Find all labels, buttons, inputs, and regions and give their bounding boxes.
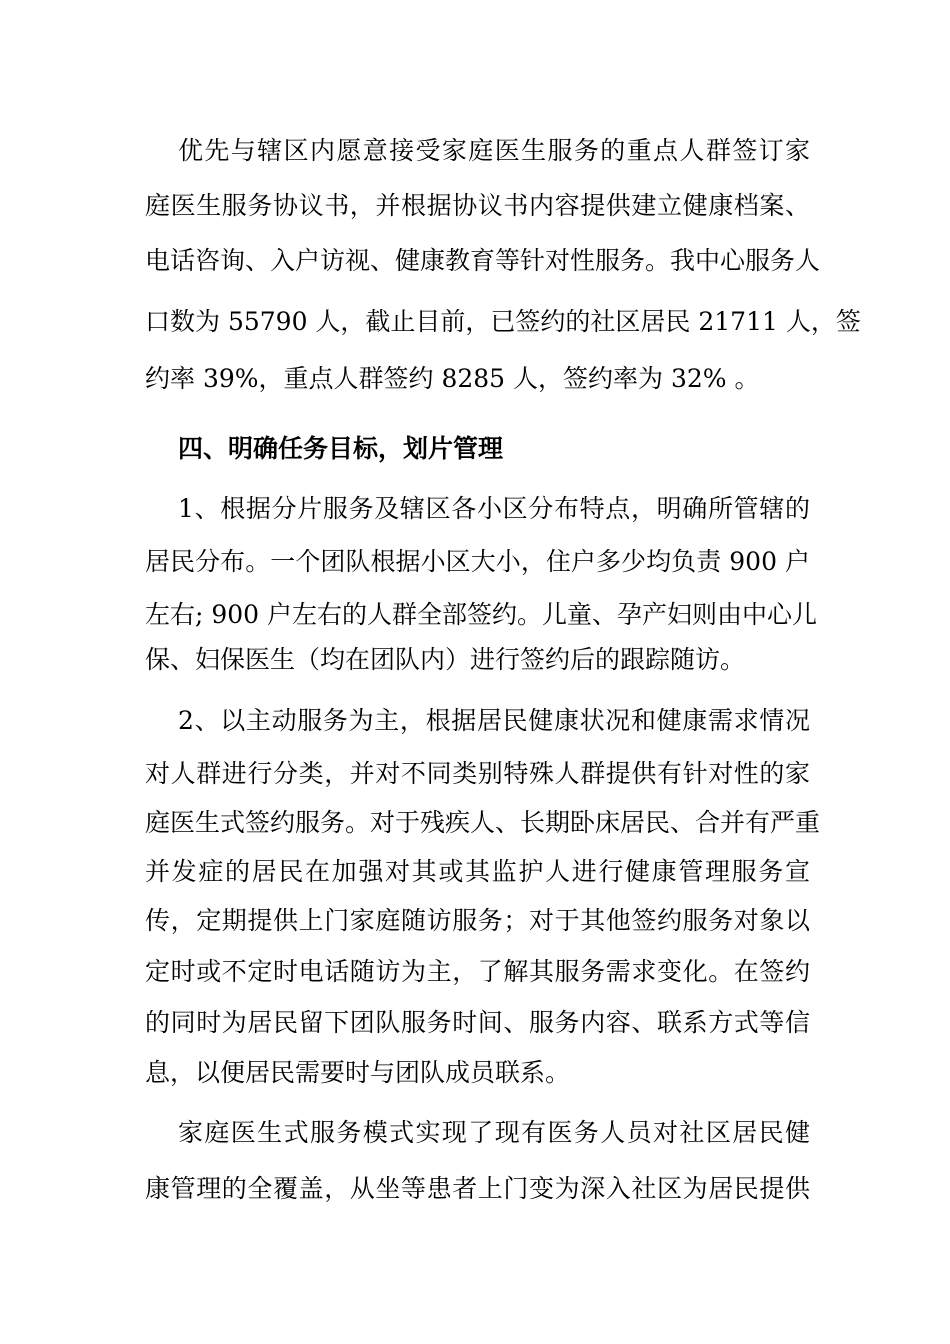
item-2-line-3: 庭医生式签约服务。对于残疾人、长期卧床居民、合并有严重 [145,808,821,837]
paragraph-last-line-2: 康管理的全覆盖，从坐等患者上门变为深入社区为居民提供 [145,1174,810,1203]
paragraph-1-line-4: 口数为 55790 人，截止目前，已签约的社区居民 21711 人，签 [145,307,861,336]
paragraph-1-line-1: 优先与辖区内愿意接受家庭医生服务的重点人群签订家 [178,136,810,165]
item-2-line-6: 定时或不定时电话随访为主，了解其服务需求变化。在签约 [145,957,810,986]
item-2-line-4: 并发症的居民在加强对其或其监护人进行健康管理服务宣 [145,857,810,886]
item-2-line-1: 2、以主动服务为主，根据居民健康状况和健康需求情况 [178,706,810,735]
item-1-line-4: 保、妇保医生（均在团队内）进行签约后的跟踪随访。 [145,645,746,674]
paragraph-1-line-2: 庭医生服务协议书，并根据协议书内容提供建立健康档案、 [145,191,810,220]
item-2-line-2: 对人群进行分类，并对不同类别特殊人群提供有针对性的家 [145,759,810,788]
section-heading-4: 四、明确任务目标，划片管理 [178,434,504,463]
paragraph-last-line-1: 家庭医生式服务模式实现了现有医务人员对社区居民健 [178,1118,810,1147]
item-1-line-3: 左右; 900 户左右的人群全部签约。儿童、孕产妇则由中心儿 [145,600,818,629]
paragraph-1-line-5: 约率 39%，重点人群签约 8285 人，签约率为 32% 。 [145,364,760,393]
paragraph-1-line-3: 电话咨询、入户访视、健康教育等针对性服务。我中心服务人 [145,246,821,275]
item-1-line-1: 1、根据分片服务及辖区各小区分布特点，明确所管辖的 [178,494,810,523]
item-2-line-5: 传，定期提供上门家庭随访服务；对于其他签约服务对象以 [145,906,810,935]
item-1-line-2: 居民分布。一个团队根据小区大小，住户多少均负责 900 户 [145,547,810,576]
item-2-line-8: 息，以便居民需要时与团队成员联系。 [145,1058,571,1087]
item-2-line-7: 的同时为居民留下团队服务时间、服务内容、联系方式等信 [145,1008,810,1037]
